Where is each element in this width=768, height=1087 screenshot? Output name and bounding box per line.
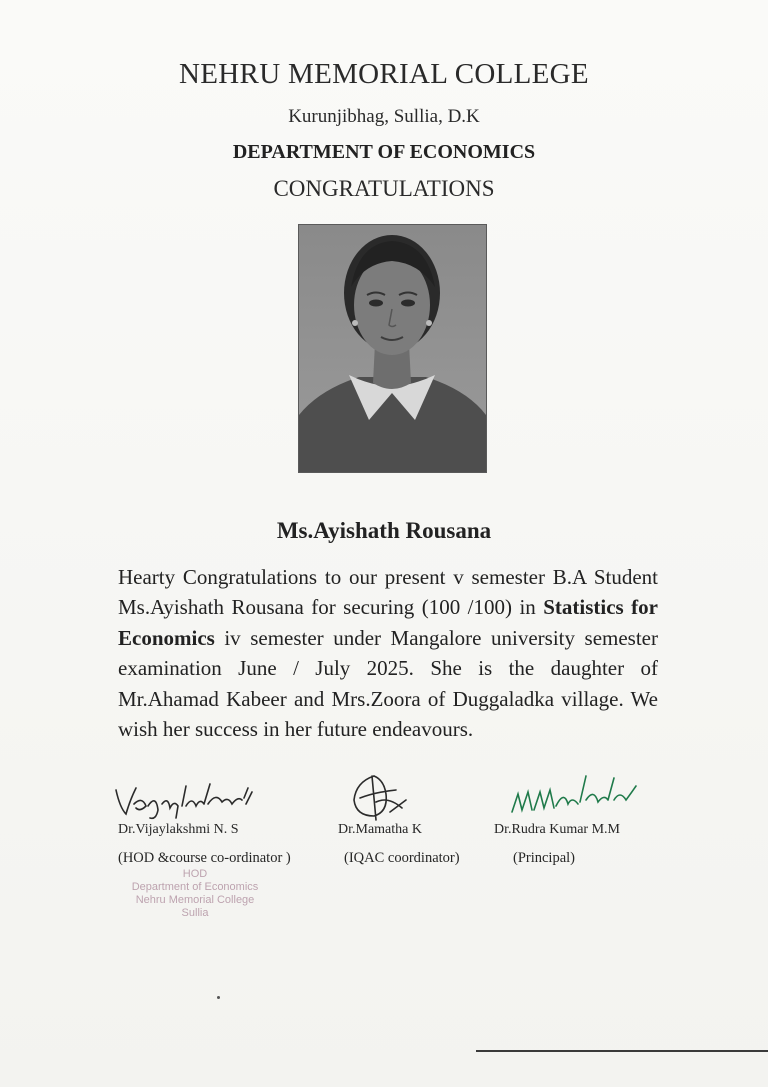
- hod-stamp: [110, 868, 280, 920]
- college-address: Kurunjibhag, Sullia, D.K: [288, 106, 480, 127]
- message-text-part1: Hearty Congratulations to our present v semester B.A Student Ms.Ayishath Rousana for securing (100 /100) in: [118, 565, 658, 620]
- student-portrait-icon: [299, 225, 486, 472]
- principal-name: Dr.Rudra Kumar M.M: [494, 822, 620, 837]
- hod-name: Dr.Vijaylakshmi N. S: [118, 822, 239, 837]
- department-name: DEPARTMENT OF ECONOMICS: [232, 141, 536, 163]
- hod-role: (HOD &course co-ordinator ): [118, 850, 291, 866]
- iqac-name: Dr.Mamatha K: [338, 822, 422, 837]
- message-text-part2: iv semester under Mangalore university semester examination June / July 2025. She is the daughter of Mr.Ahamad Kabeer and Mrs.Zoora of Duggaladka village. We wish her success in her future endeavours.: [118, 625, 658, 742]
- principal-signature-icon: [508, 770, 638, 820]
- principal-role: (Principal): [513, 850, 576, 866]
- stamp-line-4: Sullia: [181, 907, 209, 919]
- scan-speck: [217, 996, 220, 999]
- message-subject: Statistics for Economics: [118, 595, 658, 650]
- iqac-signature-icon: [346, 772, 410, 824]
- hod-signature-icon: [112, 778, 262, 824]
- college-name: NEHRU MEMORIAL COLLEGE: [179, 58, 589, 90]
- congratulations-heading: CONGRATULATIONS: [273, 176, 495, 201]
- student-photo: [298, 224, 487, 473]
- stamp-line-2: Department of Economics: [131, 881, 259, 893]
- stamp-line-1: HOD: [182, 868, 208, 880]
- bottom-rule: [476, 1050, 768, 1052]
- congratulation-message: [118, 562, 658, 744]
- stamp-line-3: Nehru Memorial College: [135, 894, 255, 906]
- iqac-role: (IQAC coordinator): [344, 850, 460, 866]
- student-name: Ms.Ayishath Rousana: [276, 518, 492, 543]
